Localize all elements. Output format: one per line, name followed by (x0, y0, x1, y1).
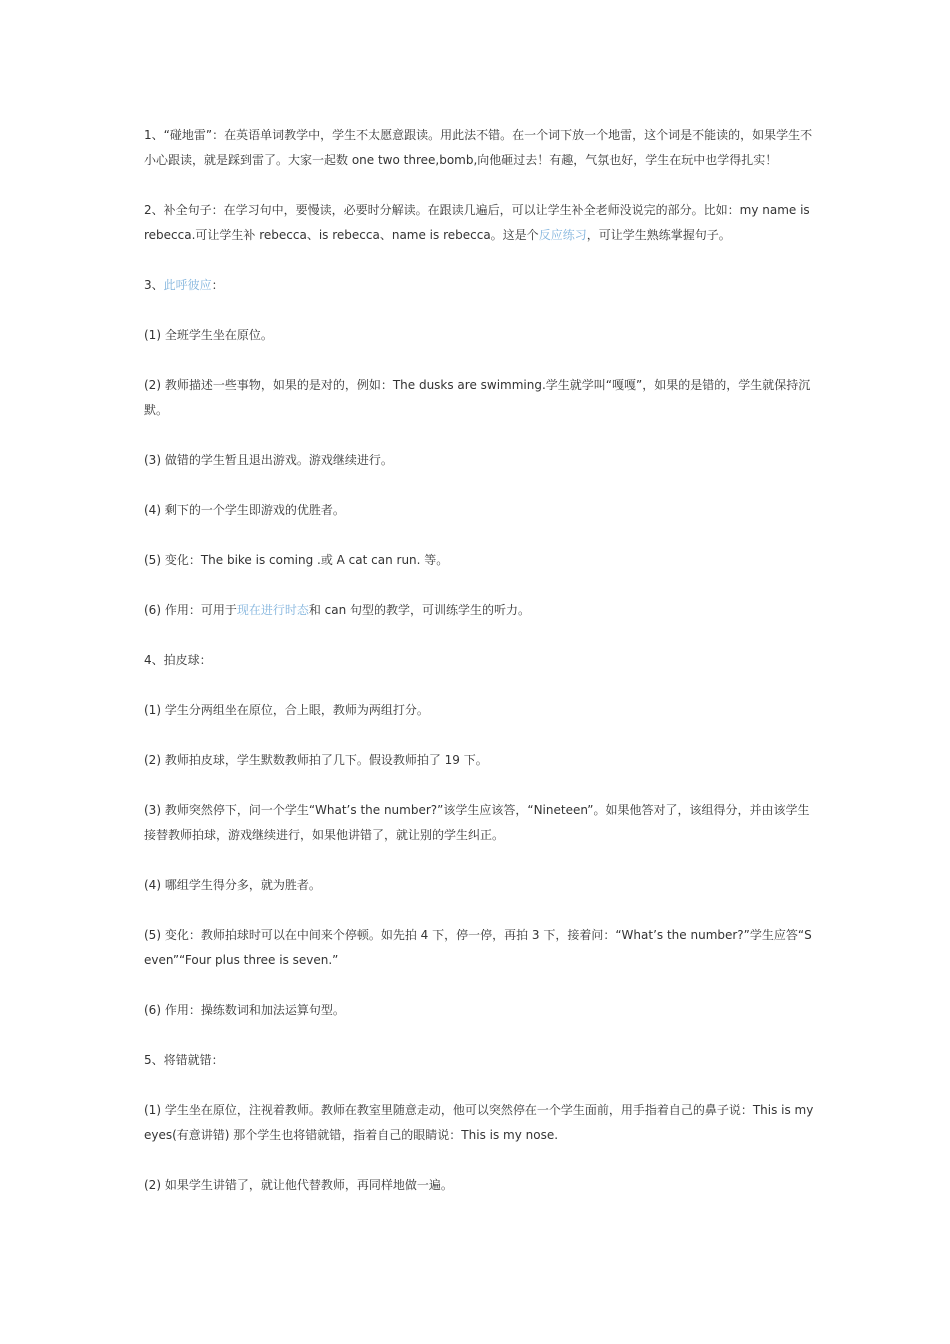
paragraph-p5 (144, 373, 814, 423)
paragraph-p3 (144, 273, 814, 298)
text-segment: ： (211, 278, 224, 292)
text-segment: 2、补全句子：在学习句中，要慢读，必要时分解读。在跟读几遍后，可以让学生补全老师没说完的部分。比如：my name is rebecca.可让学生补 rebecca、is rebecca、name is rebecca。这是个 (144, 203, 810, 242)
text-segment: (4) 剩下的一个学生即游戏的优胜者。 (144, 503, 345, 517)
paragraph-p2 (144, 198, 814, 248)
inline-link[interactable]: 现在进行时态 (236, 603, 309, 617)
text-segment: (2) 如果学生讲错了，就让他代替教师，再同样地做一遍。 (144, 1178, 453, 1192)
text-segment: 1、“碰地雷”：在英语单词教学中，学生不太愿意跟读。用此法不错。在一个词下放一个地雷，这个词是不能读的，如果学生不小心跟读，就是踩到雷了。大家一起数 one two three,bomb,向他砸过去！有趣，气氛也好，学生在玩中也学得扎实！ (144, 128, 813, 167)
paragraph-p1 (144, 123, 814, 173)
text-segment: (2) 教师拍皮球，学生默数教师拍了几下。假设教师拍了 19 下。 (144, 753, 488, 767)
text-segment: ，可让学生熟练掌握句子。 (586, 228, 731, 242)
paragraph-p9 (144, 598, 814, 623)
paragraph-p18 (144, 1098, 814, 1148)
text-segment: (5) 变化：The bike is coming .或 A cat can run. 等。 (144, 553, 449, 567)
text-segment: (3) 做错的学生暂且退出游戏。游戏继续进行。 (144, 453, 393, 467)
paragraph-p19 (144, 1173, 814, 1198)
text-segment: (4) 哪组学生得分多，就为胜者。 (144, 878, 321, 892)
document-body (144, 123, 814, 1223)
paragraph-p17 (144, 1048, 814, 1073)
paragraph-p7 (144, 498, 814, 523)
paragraph-p12 (144, 748, 814, 773)
paragraph-p10 (144, 648, 814, 673)
paragraph-p11 (144, 698, 814, 723)
text-segment: 5、将错就错： (144, 1053, 224, 1067)
paragraph-p14 (144, 873, 814, 898)
paragraph-p13 (144, 798, 814, 848)
text-segment: 4、拍皮球： (144, 653, 212, 667)
text-segment: 和 can 句型的教学，可训练学生的听力。 (308, 603, 531, 617)
inline-link[interactable]: 此呼彼应 (163, 278, 212, 292)
text-segment: (1) 学生分两组坐在原位，合上眼，教师为两组打分。 (144, 703, 429, 717)
text-segment: 3、 (144, 278, 164, 292)
paragraph-p15 (144, 923, 814, 973)
paragraph-p6 (144, 448, 814, 473)
text-segment: (3) 教师突然停下，问一个学生“What’s the number?”该学生应该答，“Nineteen”。如果他答对了，该组得分，并由该学生接替教师拍球，游戏继续进行，如果他讲错了，就让别的学生纠正。 (144, 803, 810, 842)
paragraph-p16 (144, 998, 814, 1023)
text-segment: (2) 教师描述一些事物，如果的是对的，例如：The dusks are swimming.学生就学叫“嘎嘎”，如果的是错的，学生就保持沉默。 (144, 378, 811, 417)
paragraph-p8 (144, 548, 814, 573)
text-segment: (6) 作用：可用于 (144, 603, 237, 617)
paragraph-p4 (144, 323, 814, 348)
text-segment: (1) 学生坐在原位，注视着教师。教师在教室里随意走动，他可以突然停在一个学生面前，用手指着自己的鼻子说：This is my eyes(有意讲错) 那个学生也将错就错，指着自己的眼睛说：This is my nose. (144, 1103, 814, 1142)
inline-link[interactable]: 反应练习 (538, 228, 587, 242)
text-segment: (5) 变化：教师拍球时可以在中间来个停顿。如先拍 4 下，停一停，再拍 3 下，接着问：“What’s the number?”学生应答“Seven”“Four plus three is seven.” (144, 928, 812, 967)
text-segment: (6) 作用：操练数词和加法运算句型。 (144, 1003, 345, 1017)
text-segment: (1) 全班学生坐在原位。 (144, 328, 273, 342)
